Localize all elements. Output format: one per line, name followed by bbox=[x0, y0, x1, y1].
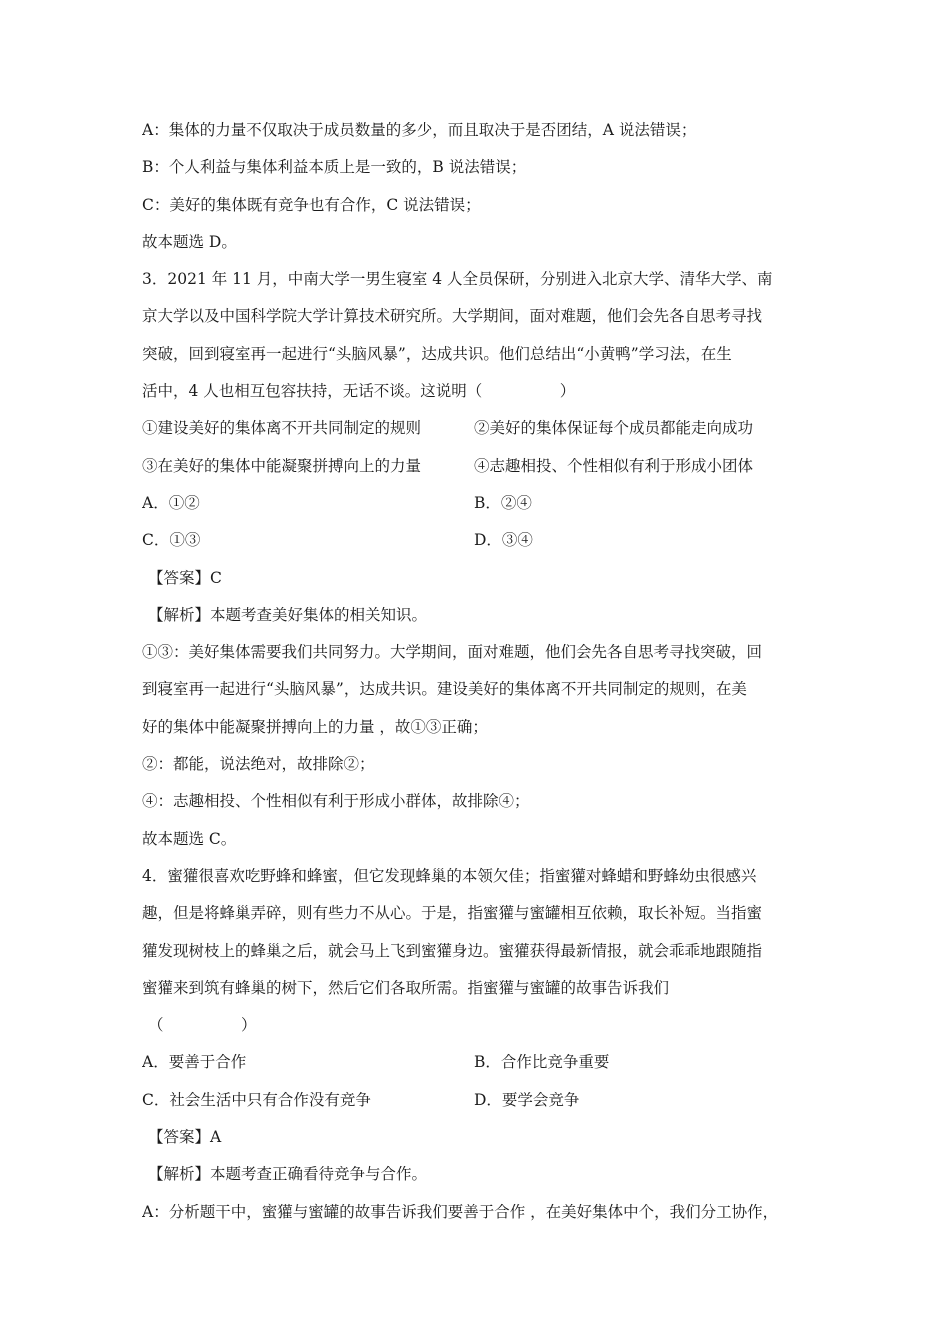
q4-option-row bbox=[142, 1082, 812, 1119]
q3-conclusion: 故本题选 C。 bbox=[142, 829, 237, 848]
q4-stem-line: 蜜獾来到筑有蜂巢的树下，然后它们各取所需。指蜜獾与蜜罐的故事告诉我们 bbox=[142, 978, 670, 997]
q4-analysis-line: A：分析题干中，蜜獾与蜜罐的故事告诉我们要善于合作 ，在美好集体中个，我们分工协作， bbox=[142, 1202, 779, 1221]
question-4 bbox=[142, 858, 812, 1231]
q3-statement-3: ③在美好的集体中能凝聚拼搏向上的力量 bbox=[142, 456, 422, 475]
q3-statement-2: ②美好的集体保证每个成员都能走向成功 bbox=[474, 419, 754, 438]
q3-stem-line: 突破，回到寝室再一起进行“头脑风暴”，达成共识。他们总结出“小黄鸭”学习法，在生 bbox=[142, 344, 732, 363]
q3-statement-row bbox=[142, 410, 812, 447]
q2-analysis-line-b: B：个人利益与集体利益本质上是一致的，B 说法错误； bbox=[142, 158, 527, 177]
q3-option-row bbox=[142, 485, 812, 522]
q4-option-b: B．合作比竞争重要 bbox=[474, 1053, 610, 1072]
q3-stem-line: 活中，4 人也相互包容扶持，无话不谈。这说明（ ） bbox=[142, 382, 576, 401]
q3-option-a: A．①② bbox=[142, 493, 200, 512]
q3-option-d: D．③④ bbox=[474, 531, 533, 550]
q4-option-d: D．要学会竞争 bbox=[474, 1090, 580, 1109]
q4-option-a: A．要善于合作 bbox=[142, 1053, 247, 1072]
q4-stem-line: 獾发现树枝上的蜂巢之后，就会马上飞到蜜獾身边。蜜獾获得最新情报，就会乖乖地跟随指 bbox=[142, 941, 763, 960]
q4-answer: 【答案】A bbox=[148, 1128, 222, 1147]
q2-analysis-tail bbox=[142, 112, 812, 261]
q4-blank: （ ） bbox=[148, 1016, 257, 1035]
q3-statement-row bbox=[142, 448, 812, 485]
q2-analysis-line-a: A：集体的力量不仅取决于成员数量的多少，而且取决于是否团结，A 说法错误； bbox=[142, 121, 697, 139]
q3-statement-1: ①建设美好的集体离不开共同制定的规则 bbox=[142, 419, 422, 438]
q4-stem-line: 4．蜜獾很喜欢吃野蜂和蜂蜜，但它发现蜂巢的本领欠佳；指蜜獾对蜂蜡和野蜂幼虫很感兴 bbox=[142, 866, 757, 885]
document-page bbox=[142, 112, 812, 1231]
q4-option-row bbox=[142, 1044, 812, 1081]
q3-statement-4: ④志趣相投、个性相似有利于形成小团体 bbox=[474, 456, 754, 475]
q3-analysis-line: ②：都能，说法绝对，故排除②； bbox=[142, 755, 375, 774]
q2-analysis-line-c: C：美好的集体既有竞争也有合作，C 说法错误； bbox=[142, 195, 481, 214]
q3-analysis-heading: 【解析】本题考查美好集体的相关知识。 bbox=[148, 605, 428, 624]
q3-analysis-line: ①③：美好集体需要我们共同努力。大学期间，面对难题，他们会先各自思考寻找突破，回 bbox=[142, 643, 763, 662]
q4-analysis-heading: 【解析】本题考查正确看待竞争与合作。 bbox=[148, 1165, 428, 1184]
q4-stem-line: 趣，但是将蜂巢弄碎，则有些力不从心。于是，指蜜獾与蜜罐相互依赖，取长补短。当指蜜 bbox=[142, 904, 763, 923]
q2-conclusion: 故本题选 D。 bbox=[142, 232, 237, 251]
q3-option-c: C．①③ bbox=[142, 531, 201, 550]
q3-option-b: B．②④ bbox=[474, 493, 532, 512]
q3-analysis-line: 到寝室再一起进行“头脑风暴”，达成共识。建设美好的集体离不开共同制定的规则，在美 bbox=[142, 680, 747, 699]
q3-stem-line: 3．2021 年 11 月，中南大学一男生寝室 4 人全员保研，分别进入北京大学、清华大学、南 bbox=[142, 270, 773, 289]
q3-analysis-line: ④：志趣相投、个性相似有利于形成小群体，故排除④； bbox=[142, 792, 530, 811]
q3-answer: 【答案】C bbox=[148, 568, 222, 587]
q3-option-row bbox=[142, 522, 812, 559]
q3-analysis-line: 好的集体中能凝聚拼搏向上的力量 ，故①③正确； bbox=[142, 717, 488, 736]
q4-option-c: C．社会生活中只有合作没有竞争 bbox=[142, 1090, 371, 1109]
q3-stem-line: 京大学以及中国科学院大学计算技术研究所。大学期间，面对难题，他们会先各自思考寻找 bbox=[142, 307, 763, 326]
question-3 bbox=[142, 261, 812, 858]
